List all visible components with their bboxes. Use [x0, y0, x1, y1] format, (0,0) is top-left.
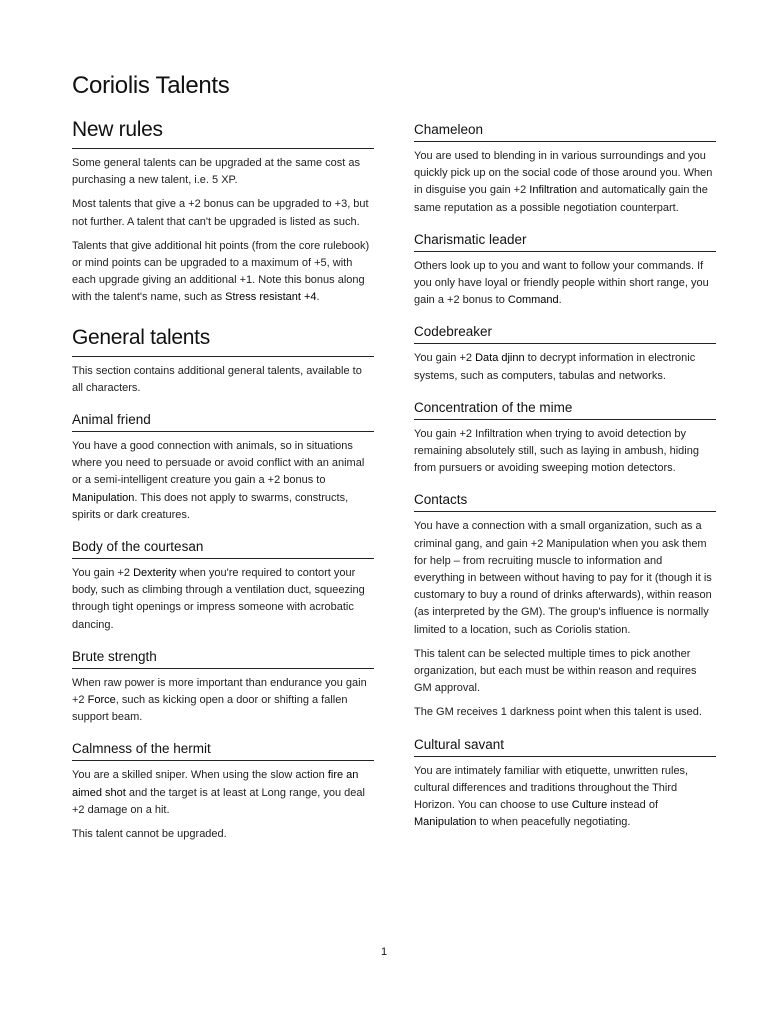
talent-description: You have a connection with a small organization, such as a criminal gang, and gain +2 Manipulation when you ask them for help – from recruiting muscle to information and everything in between without having to pay for it (though it is customary to buy a round of drinks afterwards), within reason (as interpreted by the GM). The group's influence is normally limited to a location, such as Coriolis station.	[414, 520, 712, 636]
talent-description: You are a skilled sniper. When using the slow action fire an aimed shot and the target is at least at Long range, you deal +2 damage on a hit.	[72, 769, 365, 816]
talent-heading-calmness-of-the-hermit: Calmness of the hermit	[72, 741, 374, 761]
new-rules-heading: New rules	[72, 118, 374, 149]
talent-description: You are intimately familiar with etiquette, unwritten rules, cultural differences and traditions throughout the Third Horizon. You can choose to use Culture instead of Manipulation to when peacefully negotiating.	[414, 764, 689, 829]
talent-heading-animal-friend: Animal friend	[72, 412, 374, 432]
talent-heading-chameleon: Chameleon	[414, 122, 716, 142]
talent-heading-contacts: Contacts	[414, 492, 716, 512]
new-rules-paragraph: Some general talents can be upgraded at the same cost as purchasing a new talent, i.e. 5 XP.	[72, 157, 361, 187]
talent-heading-concentration-of-the-mime: Concentration of the mime	[414, 400, 716, 420]
talent-heading-charismatic-leader: Charismatic leader	[414, 232, 716, 252]
talent-heading-cultural-savant: Cultural savant	[414, 737, 716, 757]
talent-description: You gain +2 Dexterity when you're required to contort your body, such as climbing through a ventilation duct, squeezing through tight openings or impress someone with acrobatic dancing.	[72, 567, 365, 631]
page-number: 1	[380, 946, 388, 958]
talent-description: When raw power is more important than endurance you gain +2 Force, such as kicking open a door or shifting a fallen support beam.	[72, 676, 367, 724]
talent-description: You gain +2 Infiltration when trying to avoid detection by remaining absolutely still, such as laying in ambush, hiding from pursuers or avoiding sweeping motion detectors.	[414, 427, 699, 475]
general-talents-intro: This section contains additional general talents, available to all characters.	[72, 364, 362, 394]
general-talents-heading: General talents	[72, 326, 374, 357]
talent-heading-body-of-the-courtesan: Body of the courtesan	[72, 539, 374, 559]
talent-note: The GM receives 1 darkness point when this talent is used.	[414, 706, 702, 719]
talent-note: This talent cannot be upgraded.	[72, 828, 227, 841]
talent-description: You have a good connection with animals, so in situations where you need to persuade or avoid conflict with an animal or a semi-intelligent creature you gain a +2 bonus to Manipulation. This does not apply to swarms, constructs, spirits or dark creatures.	[72, 440, 365, 521]
new-rules-paragraph: Most talents that give a +2 bonus can be upgraded to +3, but not further. A talent that can't be upgraded is listed as such.	[72, 198, 369, 228]
page-title: Coriolis Talents	[72, 72, 230, 99]
right-column	[414, 122, 716, 831]
talent-heading-codebreaker: Codebreaker	[414, 324, 716, 344]
new-rules-paragraph: Talents that give additional hit points (from the core rulebook) or mind points can be upgraded to a maximum of +5, with each upgrade giving an additional +1. Note this bonus along with the talent's name, such as Stress resistant +4.	[72, 239, 370, 304]
left-column	[72, 118, 374, 843]
talent-heading-brute-strength: Brute strength	[72, 649, 374, 669]
talent-description: Others look up to you and want to follow your commands. If you only have loyal or friendly people within short range, you gain a +2 bonus to Command.	[414, 259, 709, 307]
talent-description: This talent can be selected multiple times to pick another organization, but each must be within reason and requires GM approval.	[414, 647, 697, 695]
talent-description: You are used to blending in in various surroundings and you quickly pick up on the social code of those around you. When in disguise you gain +2 Infiltration and automatically gain the same reputation as a possible negotiation counterpart.	[414, 150, 713, 214]
talent-description: You gain +2 Data djinn to decrypt information in electronic systems, such as computers, tabulas and networks.	[414, 352, 696, 382]
